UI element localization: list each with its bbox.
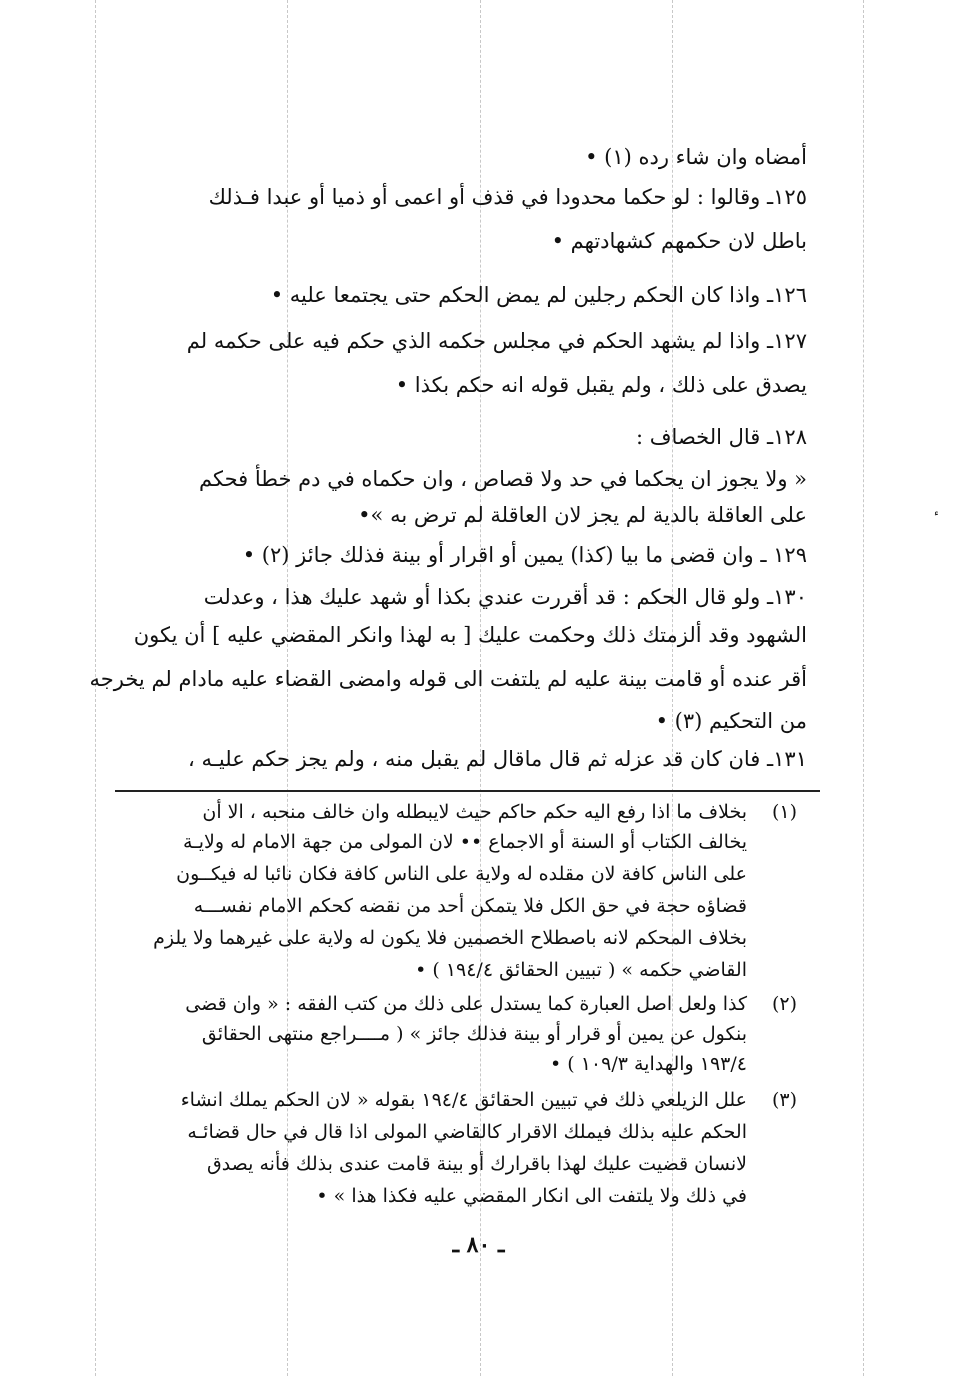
footnote-line: القاضي حكمه » ( تبيين الحقائق ١٩٤/٤ ) • <box>415 959 747 981</box>
body-line: ١٢٧ـ واذا لم يشهد الحكم في مجلس حكمه الذي حكم فيه على حكمه لم <box>186 329 807 353</box>
body-line: الشهود وقد ألزمتك ذلك وحكمت عليك [ به لهذا وانكر المقضي عليه ] أن يكون <box>133 623 807 647</box>
body-line: باطل لان حكمهم كشهادتهم • <box>551 229 807 253</box>
body-line: ١٣٠ـ ولو قال الحكم : قد أقررت عندي بكذا أو شهد عليك هذا ، وعدلت <box>203 585 807 609</box>
body-line: ١٢٨ـ قال الخصاف : <box>636 425 807 449</box>
footnote-number: (٣) <box>771 1089 797 1111</box>
footnote-line: كذا ولعل اصل العبارة كما يستدل على ذلك من كتب الفقه : « وان قضى <box>185 993 747 1015</box>
body-line: أمضاه وان شاء رده (١) • <box>585 145 807 169</box>
footnote-line: على الناس كافة لان مقلده له ولاية على الناس كافة فكان نائبا له فيكــون <box>176 863 747 885</box>
footnote-line: علل الزيلعي ذلك في تبيين الحقائق ١٩٤/٤ بقوله « لان الحكم يملك انشاء <box>180 1089 747 1111</box>
body-line: من التحكيم (٣) • <box>655 709 807 733</box>
page-number: ـ ٨٠ ـ <box>452 1232 505 1258</box>
scan-guide-line <box>863 0 864 1376</box>
footnote-separator <box>115 790 820 792</box>
body-line: يصدق على ذلك ، ولم يقبل قوله انه حكم بكذا • <box>395 373 807 397</box>
body-line: أقر عنده أو قامت بينة عليه لم يلتفت الى قوله وامضى القضاء عليه مادام لم يخرجه <box>89 667 807 691</box>
footnote-line: بنكول عن يمين أو قرار أو بينة فذلك جائز » ( مــــراجع منتهى الحقائق <box>201 1023 747 1045</box>
body-line: ١٢٦ـ واذا كان الحكم رجلين لم يمض الحكم حتى يجتمعا عليه • <box>270 283 807 307</box>
footnote-line: بخلاف المحكم لانه باصطلاح الخصمين فلا يكون له ولاية على غيرهما ولا يلزم <box>153 927 747 949</box>
footnote-line: لانسان قضيت عليك لهذا باقرارك أو بينة قامت عندى بذلك فأنه يصدق <box>206 1153 747 1175</box>
body-line: ١٢٩ ـ وان قضى ما بيا (كذا) يمين أو اقرار أو بينة فذلك جائز (٢) • <box>242 543 807 567</box>
footnote-line: بخلاف ما اذا رفع اليه حكم حاكم حيث لايبطله وان خالف منحبه ، الا أن <box>202 801 747 823</box>
body-line: على العاقلة بالدية لم يجز لان العاقلة لم ترض به »• <box>358 503 807 527</box>
body-line: ١٣١ـ فان كان قد عزله ثم قال ماقال لم يقبل منه ، ولم يجز حكم عليـه ، <box>188 747 807 771</box>
body-line: ١٢٥ـ وقالوا : لو حكما محدودا في قذف أو اعمى أو ذميا أو عبدا فـذلك <box>208 185 807 209</box>
footnote-number: (٢) <box>771 993 797 1015</box>
body-line: « ولا يجوز ان يحكما في حد ولا قصاص ، وان حكماه في دم خطأ فحكم <box>199 467 807 491</box>
footnote-line: يخالف الكتاب أو السنة أو الاجماع •• لان المولى من جهة الامام له ولايـة <box>183 831 747 853</box>
footnote-number: (١) <box>771 801 797 823</box>
footnote-line: قضاؤه حجة في حق الكل فلا يتمكن أحد من نقضه كحكم الامام نفســـه <box>193 895 747 917</box>
footnote-line: في ذلك ولا يلتفت الى انكار المقضي عليه فكذا هذا » • <box>316 1185 747 1207</box>
footnote-line: الحكم عليه بذلك فيملك الاقرار كالقاضي المولى اذا قال في حال قضائـه <box>187 1121 747 1143</box>
footnote-line: ١٩٣/٤ والهداية ١٠٩/٣ ) • <box>550 1053 747 1075</box>
